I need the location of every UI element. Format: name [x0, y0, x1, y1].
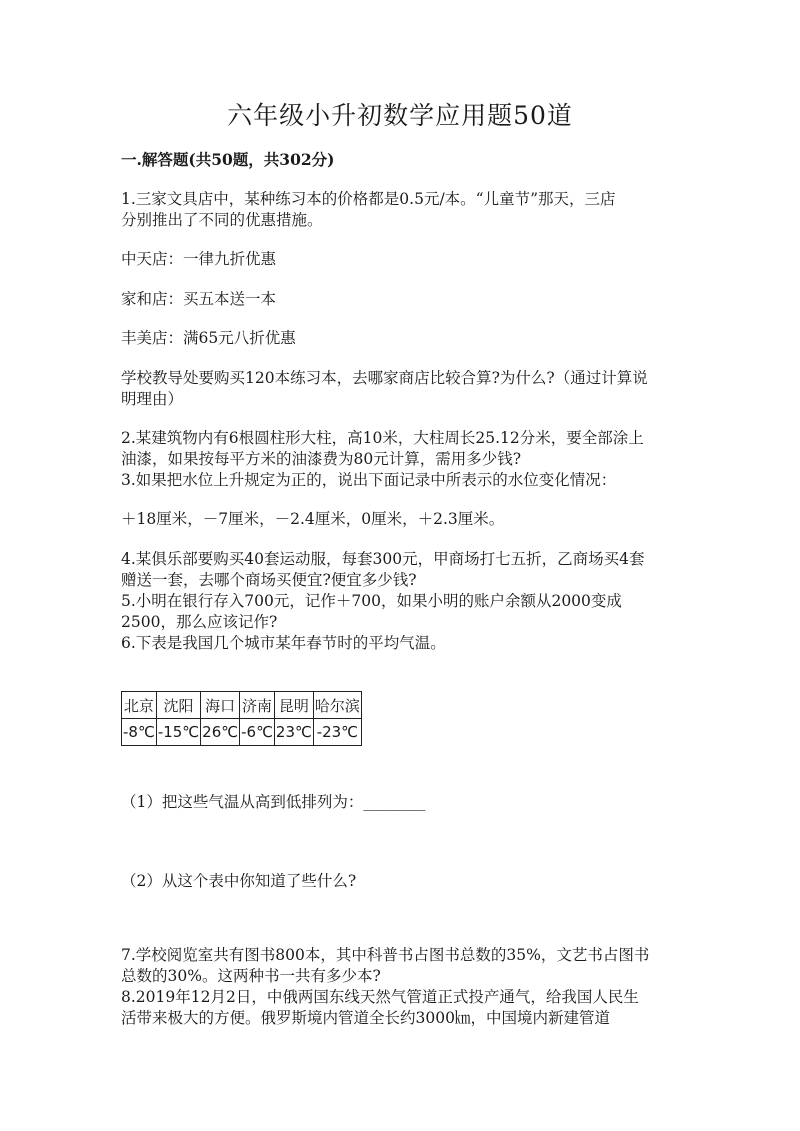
q7-line-2: 总数的30%。这两种书一共有多少本? [121, 967, 381, 985]
q3-values: ＋18厘米，－7厘米，－2.4厘米，0厘米，＋2.3厘米。 [121, 510, 505, 528]
q2-line-2: 油漆，如果按每平方米的油漆费为80元计算，需用多少钱? [121, 450, 522, 468]
q1-line-1: 1.三家文具店中，某种练习本的价格都是0.5元/本。“儿童节”那天，三店 [121, 190, 616, 208]
table-cell-city: 昆明 [274, 692, 313, 719]
table-cell-city: 海口 [201, 692, 240, 719]
q3-text: 3.如果把水位上升规定为正的，说出下面记录中所表示的水位变化情况： [121, 471, 617, 489]
q1-question-line-2: 明理由） [121, 390, 184, 408]
table-cell-temp: -15℃ [156, 719, 200, 746]
q6-text: 6.下表是我国几个城市某年春节时的平均气温。 [121, 634, 446, 652]
q8-line-2: 活带来极大的方便。俄罗斯境内管道全长约3000㎞，中国境内新建管道 [121, 1009, 610, 1027]
table-cell-city: 北京 [122, 692, 157, 719]
q1-line-2: 分别推出了不同的优惠措施。 [121, 211, 323, 229]
table-cell-city: 济南 [240, 692, 275, 719]
table-cell-temp: -23℃ [313, 719, 361, 746]
table-cell-temp: -8℃ [122, 719, 157, 746]
page-title: 六年级小升初数学应用题50道 [227, 101, 573, 130]
q4-line-2: 赠送一套，去哪个商场买便宜?便宜多少钱? [121, 571, 417, 589]
q7-line-1: 7.学校阅览室共有图书800本，其中科普书占图书总数的35%，文艺书占图书 [121, 946, 650, 964]
section-heading: 一.解答题(共50题，共302分) [121, 150, 335, 169]
q2-line-1: 2.某建筑物内有6根圆柱形大柱，高10米，大柱周长25.12分米，要全部涂上 [121, 429, 644, 447]
q5-line-1: 5.小明在银行存入700元，记作＋700，如果小明的账户余额从2000变成 [121, 592, 622, 610]
q6-sub-question-2: （2）从这个表中你知道了些什么? [121, 872, 357, 890]
table-cell-temp: 23℃ [274, 719, 313, 746]
table-cell-city: 沈阳 [156, 692, 200, 719]
table-row-temps [122, 719, 362, 746]
table-cell-temp: 26℃ [201, 719, 240, 746]
q8-line-1: 8.2019年12月2日，中俄两国东线天然气管道正式投产通气，给我国人民生 [121, 988, 639, 1006]
q1-question-line-1: 学校教导处要购买120本练习本，去哪家商店比较合算?为什么?（通过计算说 [121, 369, 648, 387]
table-row-cities [122, 692, 362, 719]
q4-line-1: 4.某俱乐部要购买40套运动服，每套300元，甲商场打七五折，乙商场买4套 [121, 550, 645, 568]
q1-shop-1: 中天店：一律九折优惠 [121, 250, 277, 268]
table-cell-temp: -6℃ [240, 719, 275, 746]
table-cell-city: 哈尔滨 [313, 692, 361, 719]
q1-shop-2: 家和店：买五本送一本 [121, 290, 277, 308]
q1-shop-3: 丰美店：满65元八折优惠 [121, 329, 296, 347]
q6-sub-question-1: （1）把这些气温从高到低排列为：________ [121, 793, 426, 811]
temperature-table [121, 691, 362, 746]
q5-line-2: 2500，那么应该记作? [121, 613, 278, 631]
